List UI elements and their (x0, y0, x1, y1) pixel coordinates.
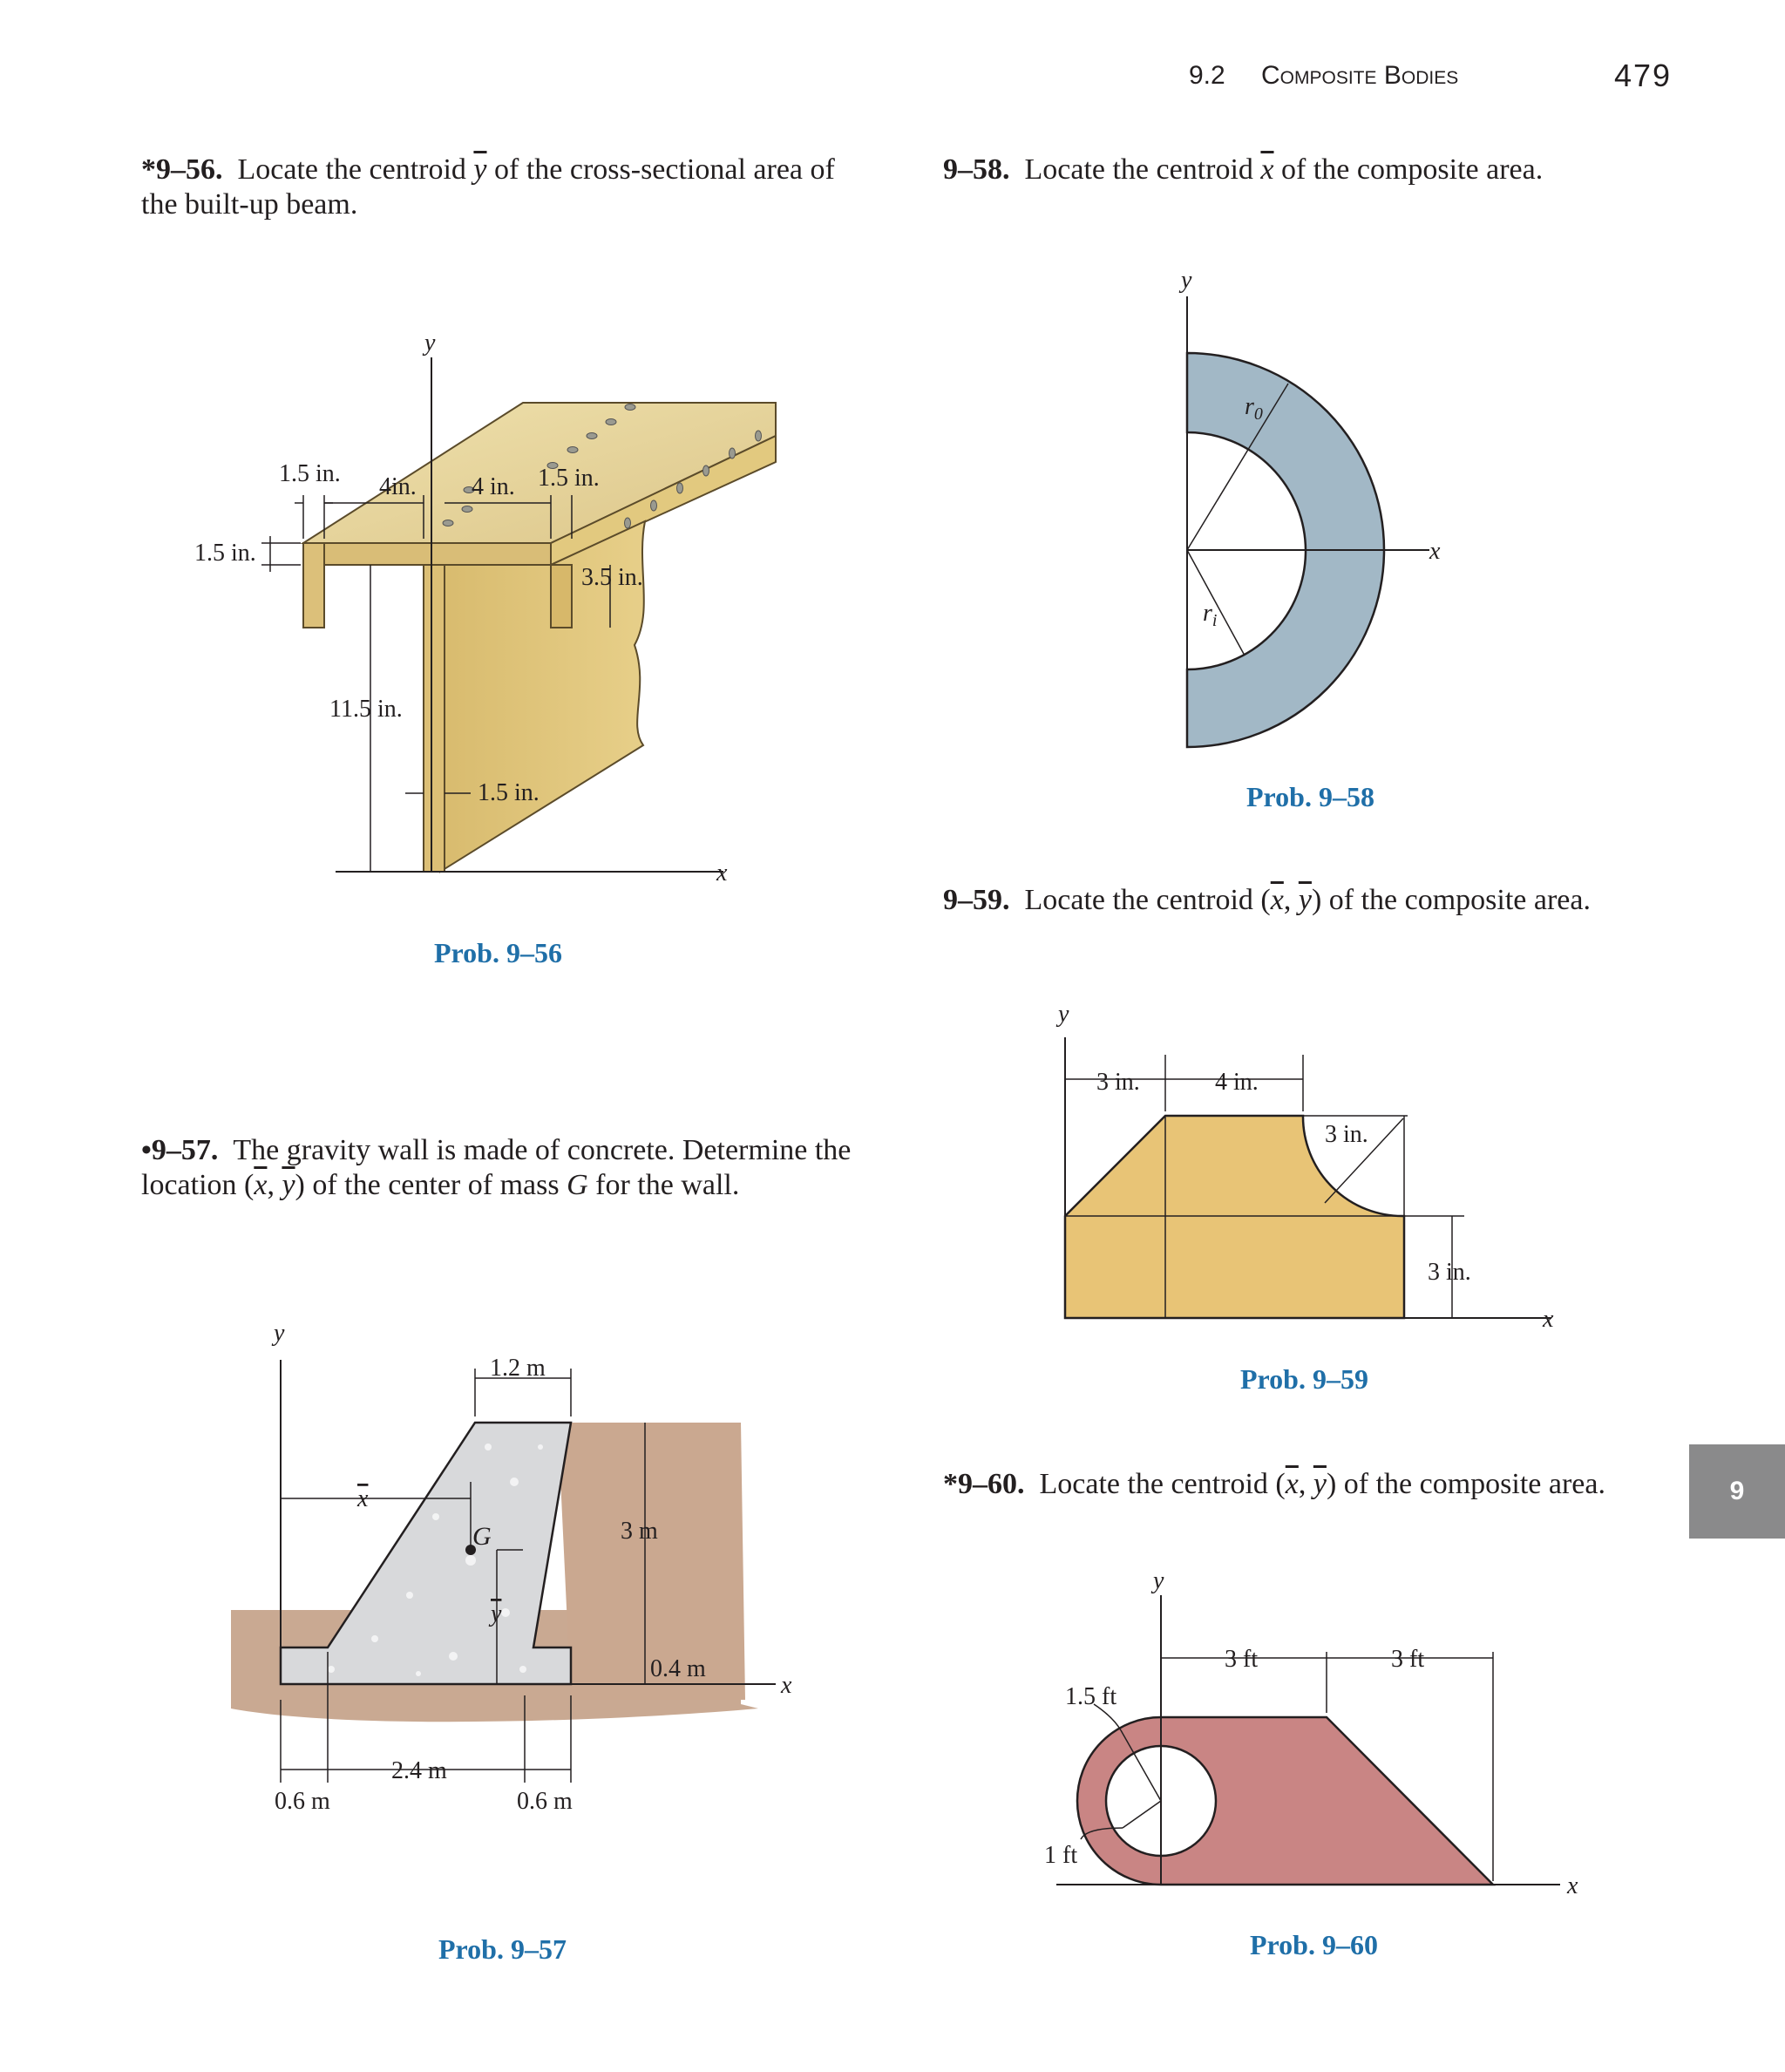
label-ri: $r_i$ (1203, 600, 1218, 630)
dim-1-2m: 1.2 m (490, 1355, 546, 1382)
dim-2-4m: 2.4 m (391, 1757, 447, 1784)
figure-9-59 (1046, 985, 1569, 1334)
axis-y-label: y (1058, 1001, 1069, 1028)
dim-3in-radius: 3 in. (1325, 1121, 1368, 1148)
problem-9-57: •9–57. The gravity wall is made of concrete. Determine the location ($\overline{x}$, $\overline{y}$) of the center of mass G for the wall. (141, 1134, 852, 1201)
section-title: Composite Bodies (1261, 61, 1459, 90)
label-ybar: y (491, 1600, 502, 1627)
dim-1-5in-d: 1.5 in. (478, 779, 540, 806)
label-xbar: x (357, 1485, 369, 1512)
axis-y-label: y (424, 329, 436, 357)
dim-3ft-a: 3 ft (1225, 1646, 1259, 1673)
axis-y-label: y (1153, 1567, 1164, 1594)
caption-9-56: Prob. 9–56 (434, 937, 562, 968)
dim-1-5in-b: 1.5 in. (538, 465, 600, 492)
section-number: 9.2 (1189, 61, 1225, 90)
dim-4in-a: 4in. (379, 473, 417, 500)
dim-1-5in-a: 1.5 in. (279, 460, 341, 487)
dim-0-6m-a: 0.6 m (275, 1788, 330, 1815)
axis-y-label: y (274, 1320, 285, 1347)
caption-9-57: Prob. 9–57 (438, 1933, 567, 1965)
figure-9-58 (1133, 262, 1482, 785)
axis-y-label: y (1181, 267, 1192, 294)
problem-9-60: *9–60. Locate the centroid ($\overline{x}$, $\overline{y}$) of the composite area. (943, 1468, 1605, 1500)
label-ro: $r_0$ (1245, 393, 1263, 424)
figure-9-57 (0, 1290, 872, 1815)
dim-11-5in: 11.5 in. (329, 696, 403, 723)
problem-9-56: *9–56. Locate the centroid $\overline{y}$ of the cross-sectional area of the built-up beam. (141, 153, 835, 221)
dim-3-5in: 3.5 in. (581, 564, 643, 591)
dim-3ft-b: 3 ft (1391, 1646, 1425, 1673)
dim-1-5in-c: 1.5 in. (194, 540, 256, 567)
axis-x-label: x (1429, 538, 1441, 565)
chapter-tab: 9 (1689, 1444, 1785, 1539)
problem-number: *9–56. (141, 153, 223, 186)
problem-number: 9–59. (943, 884, 1010, 916)
figure-9-60 (1028, 1569, 1595, 1918)
figure-9-56 (0, 0, 872, 915)
dim-3in-height: 3 in. (1428, 1259, 1471, 1286)
left-flange (303, 543, 324, 628)
dim-3m: 3 m (621, 1518, 658, 1545)
problem-9-59: 9–59. Locate the centroid ($\overline{x}$, $\overline{y}$) of the composite area. (943, 884, 1591, 916)
dim-1-5ft: 1.5 ft (1065, 1683, 1117, 1710)
page-number: 479 (1614, 58, 1673, 93)
problem-9-58: 9–58. Locate the centroid $\overline{x}$ of the composite area. (943, 153, 1544, 186)
dim-4in-b: 4 in. (472, 473, 515, 500)
caption-9-58: Prob. 9–58 (1246, 781, 1374, 812)
axis-x-label: x (781, 1672, 792, 1699)
dim-3in-a: 3 in. (1096, 1069, 1140, 1096)
axis-x-label: x (1567, 1872, 1578, 1899)
dim-0-4m: 0.4 m (650, 1655, 706, 1682)
axis-x-label: x (716, 859, 728, 887)
problem-number: *9–60. (943, 1468, 1025, 1500)
problem-number: •9–57. (141, 1134, 219, 1166)
caption-9-60: Prob. 9–60 (1250, 1929, 1378, 1960)
label-G: G (472, 1522, 492, 1551)
dim-4in: 4 in. (1215, 1069, 1259, 1096)
dim-1ft: 1 ft (1044, 1842, 1078, 1869)
problem-number: 9–58. (943, 153, 1010, 186)
dim-0-6m-b: 0.6 m (517, 1788, 573, 1815)
web-front (424, 565, 445, 872)
axis-x-label: x (1543, 1306, 1554, 1333)
caption-9-59: Prob. 9–59 (1240, 1363, 1368, 1395)
